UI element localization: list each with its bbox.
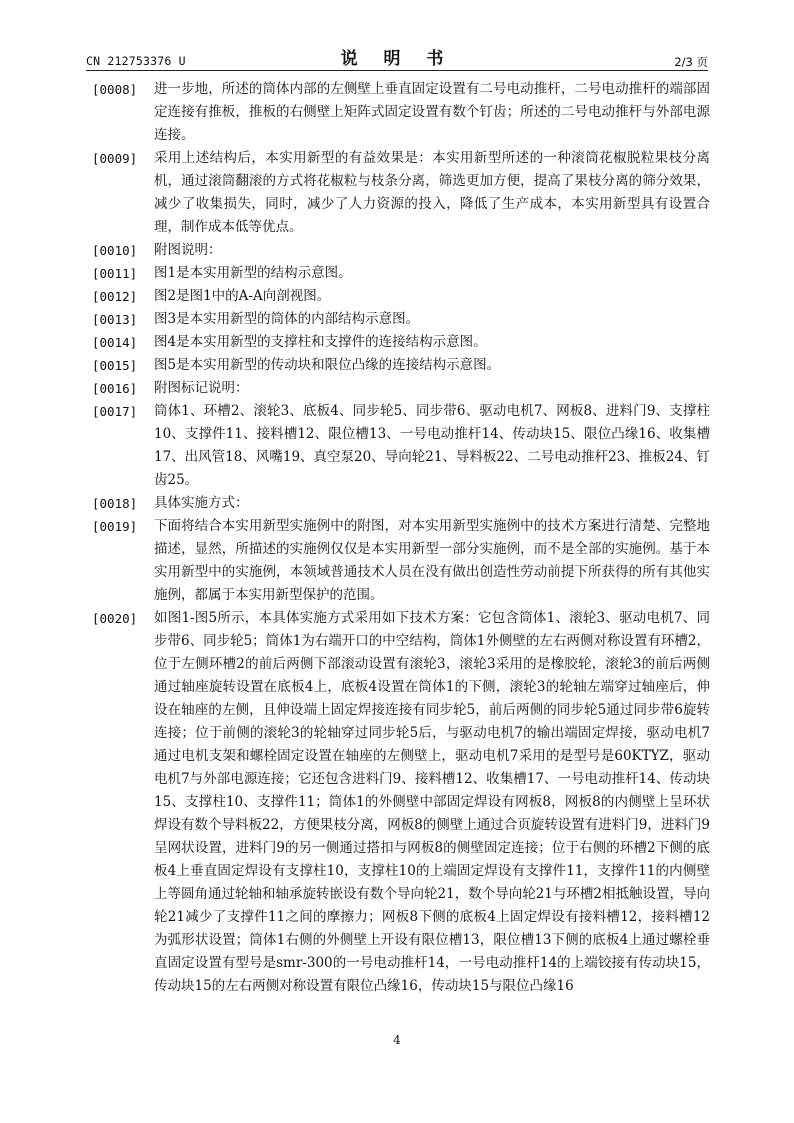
paragraph-0017 (92, 400, 710, 492)
paragraph-text: 具体实施方式： (154, 495, 249, 511)
paragraph-0012 (92, 285, 710, 308)
paragraph-text: 附图标记说明： (154, 380, 249, 396)
paragraph-text: 下面将结合本实用新型实施例中的附图，对本实用新型实施例中的技术方案进行清楚、完整地描述，显然，所描述的实施例仅仅是本实用新型一部分实施例，而不是全部的实施例。基于本实用新型中的实施例，本领域普通技术人员在没有做出创造性劳动前提下所获得的所有其他实施例，都属于本实用新型保护的范围。 (154, 518, 710, 603)
paragraph-number: [0010] (92, 243, 138, 258)
paragraph-text: 附图说明： (154, 242, 222, 258)
paragraph-text: 进一步地，所述的筒体内部的左侧壁上垂直固定设置有二号电动推杆，二号电动推杆的端部固定连接有推板，推板的右侧壁上矩阵式固定设置有数个钉齿；所述的二号电动推杆与外部电源连接。 (154, 81, 710, 143)
document-body (92, 78, 710, 998)
paragraph-number: [0009] (92, 151, 138, 166)
paragraph-text: 筒体1、环槽2、滚轮3、底板4、同步轮5、同步带6、驱动电机7、网板8、进料门9、支撑柱10、支撑件11、接料槽12、限位槽13、一号电动推杆14、传动块15、限位凸缘16、收集槽17、出风管18、风嘴19、真空泵20、导向轮21、导料板22、二号电动推杆23、推板24、钉齿25。 (154, 403, 710, 488)
paragraph-text: 如图1-图5所示，本具体实施方式采用如下技术方案：它包含筒体1、滚轮3、驱动电机7、同步带6、同步轮5；筒体1为右端开口的中空结构，筒体1外侧壁的左右两侧对称设置有环槽2，位于左侧环槽2的前后两侧下部滚动设置有滚轮3，滚轮3采用的是橡胶轮，滚轮3的前后两侧通过轴座旋转设置在底板4上，底板4设置在筒体1的下侧，滚轮3的轮轴左端穿过轴座后，伸设在轴座的左侧，且伸设端上固定焊接连接有同步轮5，前后两侧的同步轮5通过同步带6旋转连接；位于前侧的滚轮3的轮轴穿过同步轮5后，与驱动电机7的输出端固定焊接，驱动电机7通过电机支架和螺栓固定设置在轴座的左侧壁上，驱动电机7采用的是型号是60KTYZ，驱动电机7与外部电源连接；它还包含进料门9、接料槽12、收集槽17、一号电动推杆14、传动块15、支撑柱10、支撑件11；筒体1的外侧壁中部固定焊设有网板8，网板8的内侧壁上呈环状焊设有数个导料板22，方便果枝分离，网板8的侧壁上通过合页旋转设置有进料门9，进料门9呈网状设置，进料门9的另一侧通过搭扣与网板8的侧壁固定连接；位于右侧的环槽2下侧的底板4上垂直固定焊设有支撑柱10，支撑柱10的上端固定焊设有支撑件11，支撑件11的内侧壁上等圆角通过轮轴和轴承旋转嵌设有数个导向轮21，数个导向轮21与环槽2相抵触设置，导向轮21减少了支撑件11之间的摩擦力；网板8下侧的底板4上固定焊设有接料槽12，接料槽12为弧形状设置；筒体1右侧的外侧壁上开设有限位槽13，限位槽13下侧的底板4上通过螺栓垂直固定设置有型号是smr-300的一号电动推杆14，一号电动推杆14的上端铰接有传动块15，传动块15的左右两侧对称设置有限位凸缘16，传动块15与限位凸缘16 (154, 610, 710, 994)
paragraph-number: [0019] (92, 519, 138, 534)
paragraph-number: [0016] (92, 381, 138, 396)
header-rule (86, 70, 708, 71)
paragraph-number: [0015] (92, 358, 138, 373)
paragraph-0010 (92, 239, 710, 262)
paragraph-number: [0013] (92, 312, 138, 327)
paragraph-number: [0011] (92, 266, 138, 281)
paragraph-0009 (92, 147, 710, 239)
paragraph-number: [0020] (92, 611, 138, 626)
paragraph-0019 (92, 515, 710, 607)
paragraph-0018 (92, 492, 710, 515)
page-indicator: 2/3 页 (674, 55, 708, 69)
paragraph-number: [0017] (92, 404, 138, 419)
paragraph-text: 图1是本实用新型的结构示意图。 (154, 265, 352, 281)
paragraph-0011 (92, 262, 710, 285)
paragraph-0008 (92, 78, 710, 147)
paragraph-0013 (92, 308, 710, 331)
document-title: 说 明 书 (340, 49, 454, 69)
paragraph-text: 采用上述结构后，本实用新型的有益效果是：本实用新型所述的一种滚筒花椒脱粒果枝分离机，通过滚筒翻滚的方式将花椒粒与枝条分离，筛选更加方便，提高了果枝分离的筛分效果，减少了收集损失，同时，减少了人力资源的投入，降低了生产成本，本实用新型具有设置合理，制作成本低等优点。 (154, 150, 710, 235)
paragraph-number: [0008] (92, 82, 138, 97)
patent-number: CN 212753376 U (86, 54, 186, 68)
page-number: 4 (393, 1033, 401, 1047)
paragraph-number: [0014] (92, 335, 138, 350)
paragraph-text: 图5是本实用新型的传动块和限位凸缘的连接结构示意图。 (154, 357, 501, 373)
paragraph-0015 (92, 354, 710, 377)
paragraph-text: 图4是本实用新型的支撑柱和支撑件的连接结构示意图。 (154, 334, 487, 350)
paragraph-0020 (92, 607, 710, 998)
page-header (86, 42, 708, 72)
paragraph-number: [0018] (92, 496, 138, 511)
paragraph-0016 (92, 377, 710, 400)
paragraph-number: [0012] (92, 289, 138, 304)
paragraph-text: 图3是本实用新型的筒体的内部结构示意图。 (154, 311, 420, 327)
paragraph-text: 图2是图1中的A-A向剖视图。 (154, 288, 331, 304)
paragraph-0014 (92, 331, 710, 354)
